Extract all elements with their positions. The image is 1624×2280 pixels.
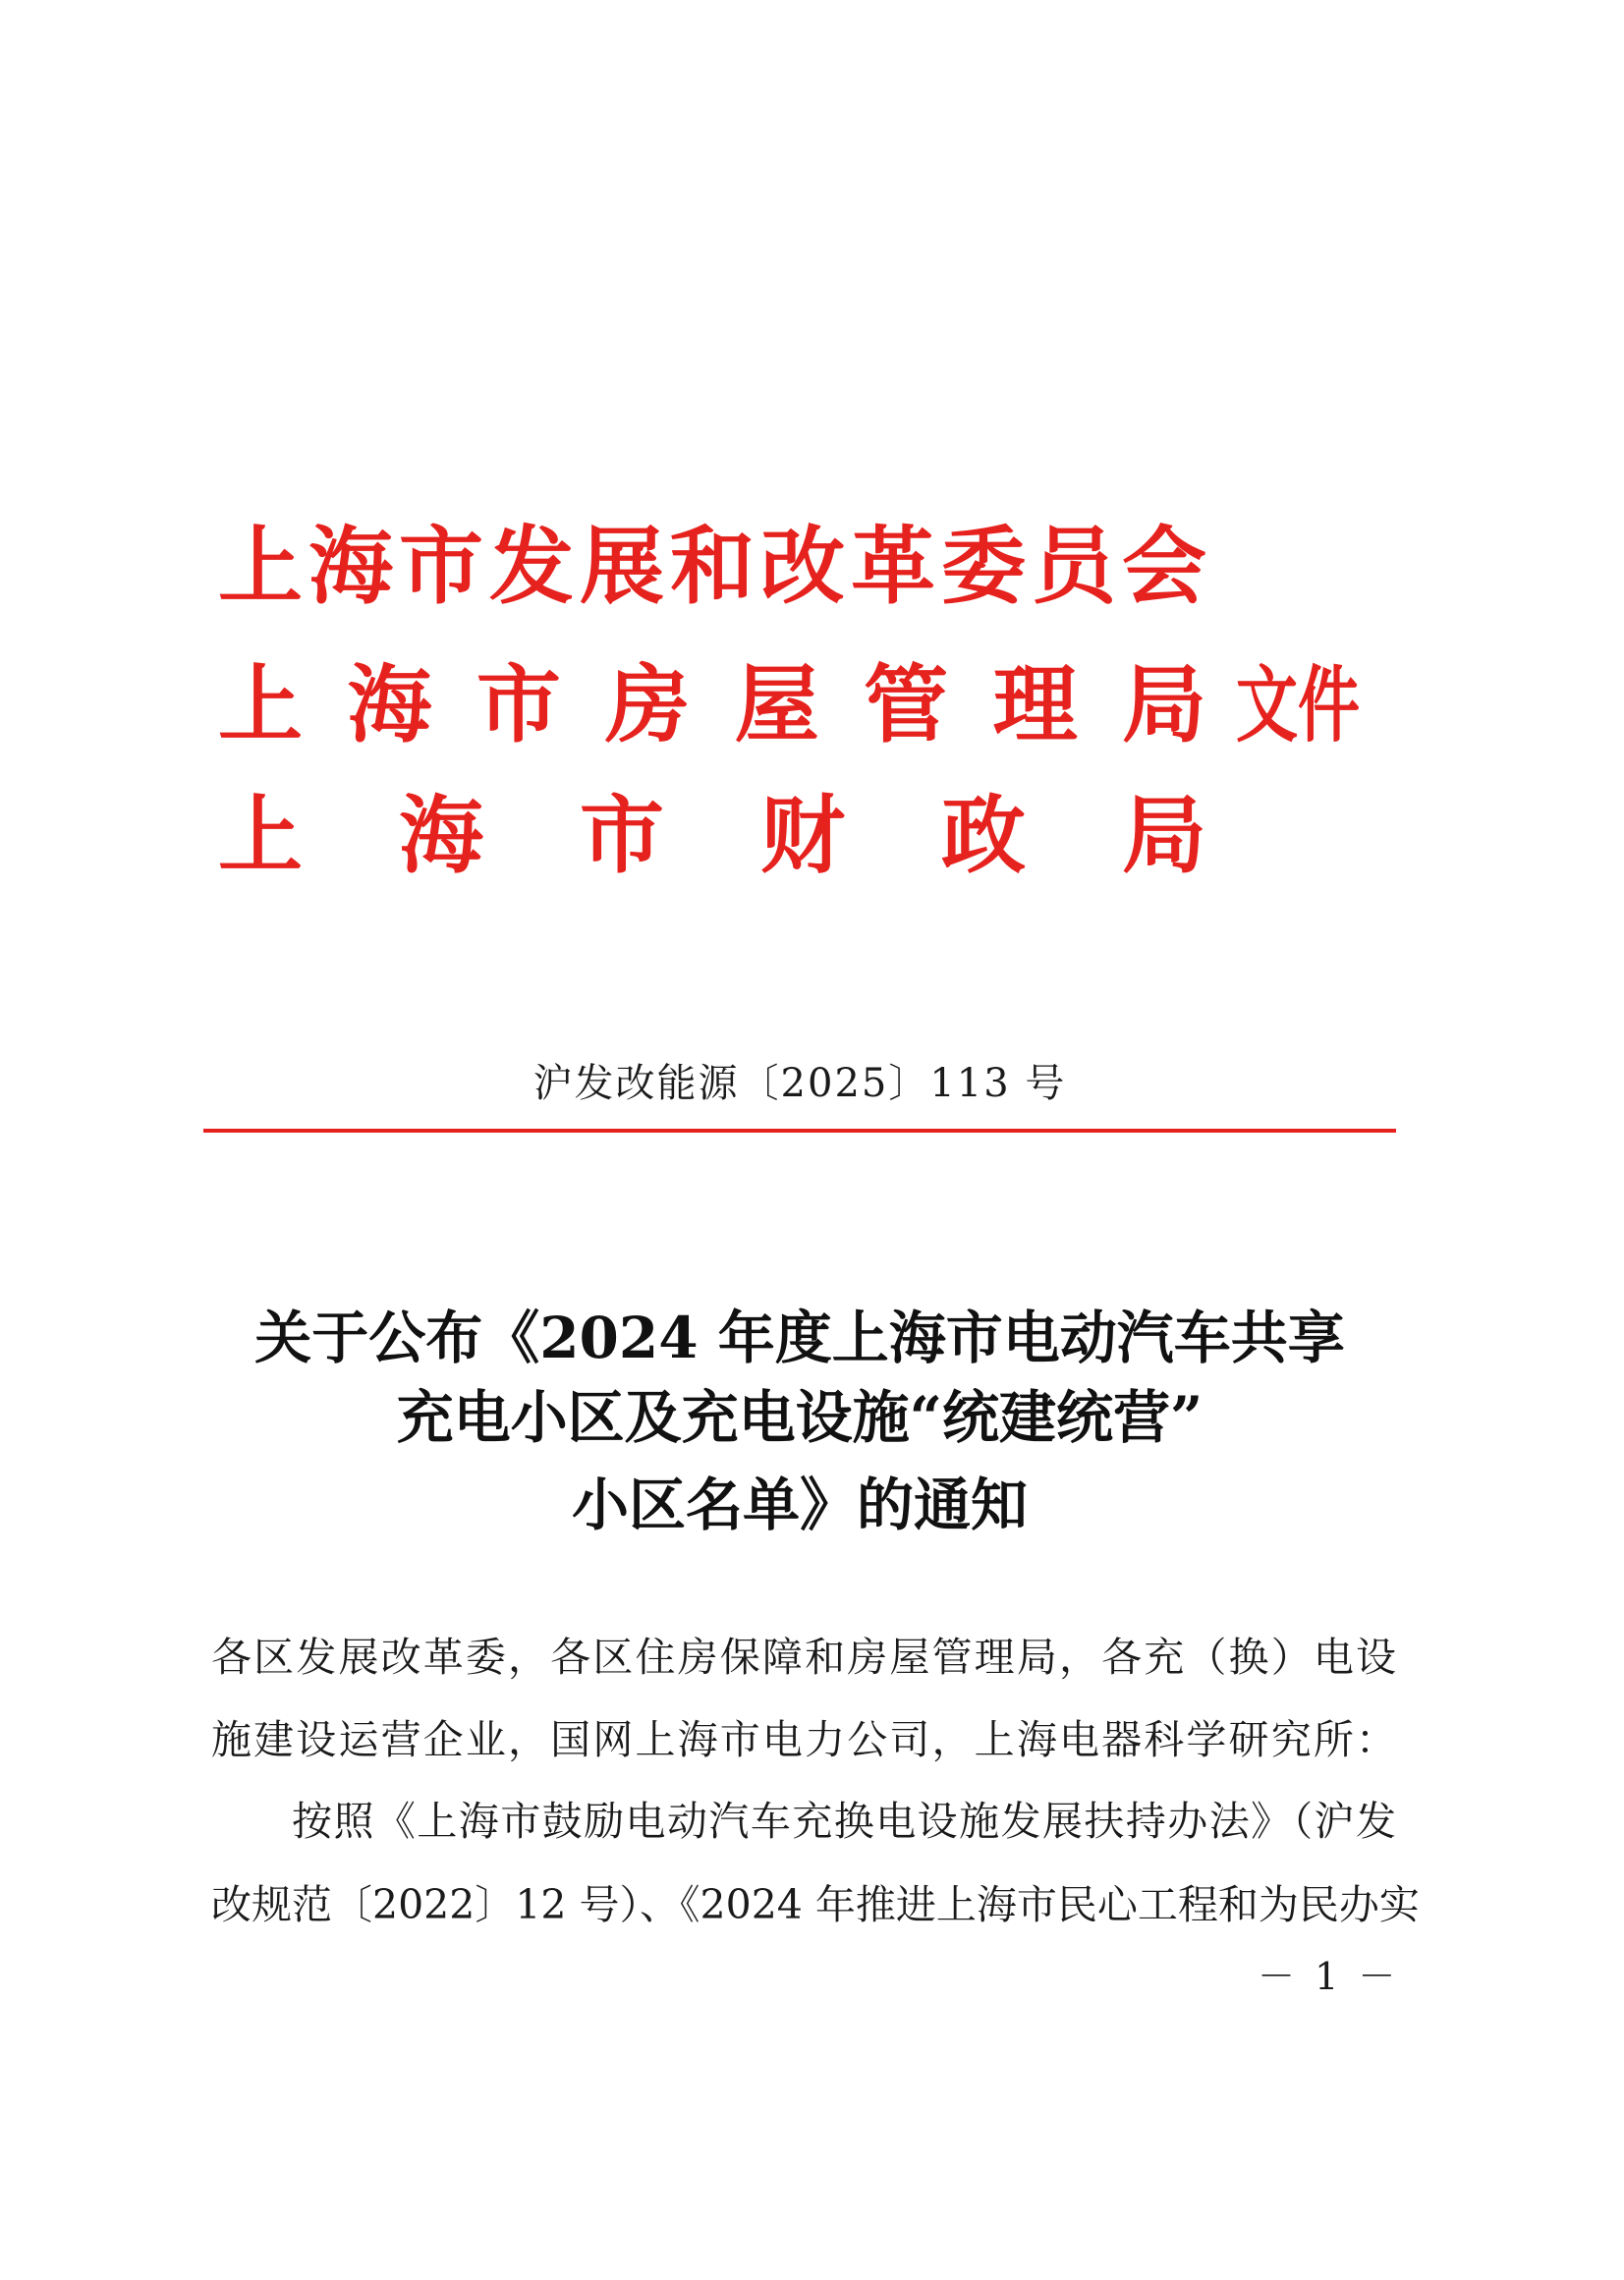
page-number: － 1 － [1258, 1955, 1400, 1998]
red-divider [203, 1129, 1396, 1133]
document-number: 沪发改能源〔2025〕113 号 [532, 1061, 1067, 1106]
issuer-ndrc: 上海市发展和改革委员会 [218, 517, 1206, 616]
addressee-line-1: 各区发展改革委，各区住房保障和房屋管理局，各充（换）电设 [211, 1634, 1396, 1681]
masthead-suffix: 文件 [1236, 656, 1361, 753]
issuer-housing-bureau: 上海市房屋管理局 [218, 655, 1206, 754]
title-line-1: 关于公布《2024 年度上海市电动汽车共享 [254, 1305, 1345, 1371]
paragraph-line-2: 改规范〔2022〕12 号）、《2024 年推进上海市民心工程和为民办实 [211, 1881, 1420, 1928]
addressee-line-2: 施建设运营企业，国网上海市电力公司，上海电器科学研究所： [211, 1716, 1396, 1763]
paragraph-line-1: 按照《上海市鼓励电动汽车充换电设施发展扶持办法》（沪发 [292, 1798, 1396, 1845]
title-line-3: 小区名单》的通知 [571, 1472, 1028, 1538]
issuer-finance-bureau: 上海市财政局 [218, 786, 1206, 885]
title-line-2: 充电小区及充电设施“统建统营” [396, 1384, 1204, 1451]
